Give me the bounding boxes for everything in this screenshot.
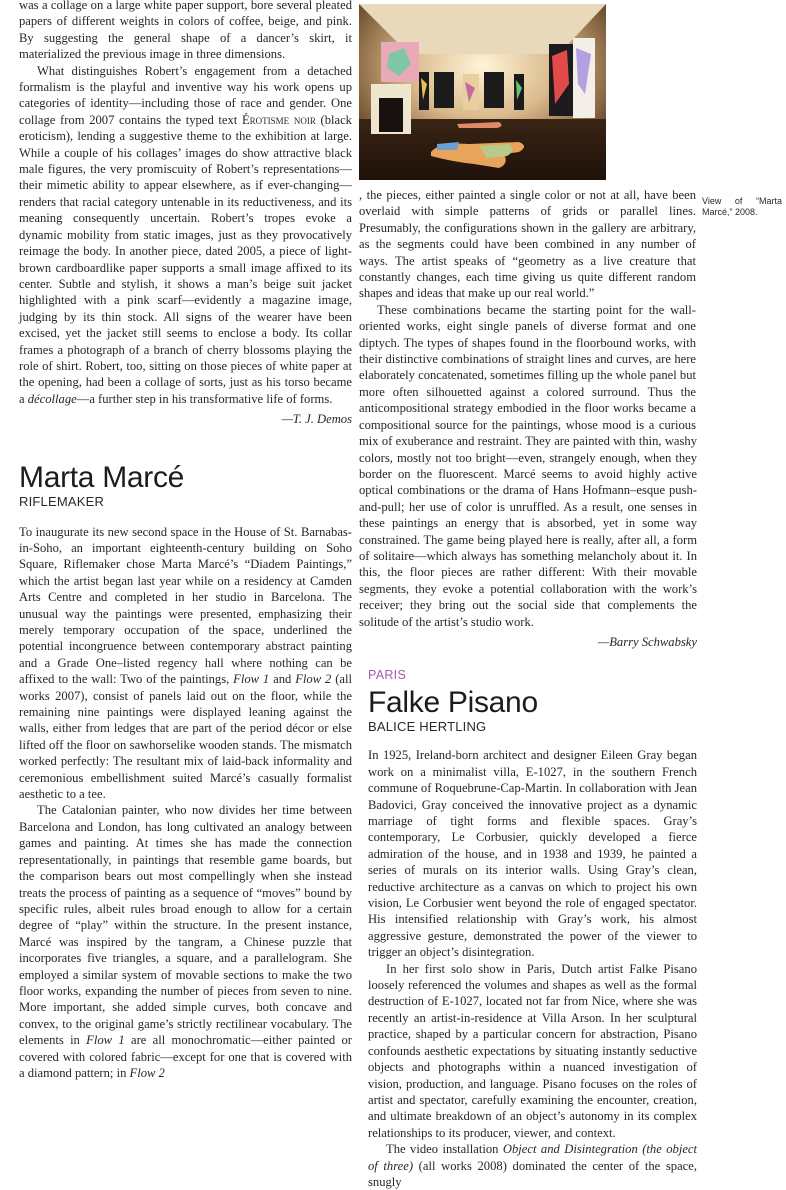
article2-text: To inaugurate its new second space in the House of St. Barnabas-in-Soho, an important eighteenth-century building on Soho Square, Riflemaker chose Marta Marcé’s “Diadem Paintings,” which the artist began last year while on a residency at Camden Arts Centre and completed in her studio in Barcelona. The unusual way the paintings were presented, emphasizing their merely temporary occupation of the space, underlined the potential incongruence between contemporary abstract painting and a Grade One–listed regency hall where nothing can be affixed to the wall: Two of the paintings, bbox=[19, 524, 352, 687]
article-heading bbox=[19, 462, 352, 510]
article3-paragraph: In 1925, Ireland-born architect and designer Eileen Gray began work on a minimalist villa, E-1027, in the southern French commune of Roquebrune-Cap-Martin. In collaboration with Jean Badovici, Gray conceived the innovative project as a dynamic marriage of tight forms and flexible spaces. Gray’s contemporary, Le Corbusier, quickly developed a fierce admiration of the house, and in 1938 and 1939, he painted a series of murals on its interior walls. Using Gray’s clean, reductive architecture as a canvas on which to project his own vision, Le Corbusier went beyond the role of engaged spectator. His intensified relationship with Gray’s work, his almost aggressive gesture, demonstrated the power of the viewer to trigger an object’s disintegration. bbox=[368, 748, 697, 960]
article1-paragraph bbox=[19, 63, 352, 408]
photo-block bbox=[359, 0, 786, 187]
term-italic: décollage bbox=[27, 391, 77, 406]
left-column bbox=[19, 0, 352, 1081]
window bbox=[484, 72, 504, 108]
window bbox=[434, 72, 454, 108]
gallery-name: RIFLEMAKER bbox=[19, 493, 105, 509]
article2-paragraph bbox=[19, 802, 352, 1081]
article2-text: These combinations became the starting point for the wall-oriented works, eight single panels of diverse format and one diptych. The types of shapes found in the floorbound works, with their distinctive combinations of straight lines and curves, are here elaborately concatenated, sometimes filling up the whole panel but more often silhouetted against a colored surround. Thus the anticompositional strategy embodied in the floor works became a compositional source for the paintings, whose mood is a curious mix of exuberance and restraint. They are painted with thin, washy colors, mostly not too bright—even, strangely enough, when they border on the fluorescent. Marcé seems to avoid highly active optical combinations or the drama of Hans Hofmann–esque push-and-pull; her use of color is unruffled. As a result, one senses in these paintings an energy that is absorbed, yet in some way constrained. The game being played here is really, after all, a form of solitaire—which always has something melancholy about it. In this, the floor pieces are rather different: With their movable segments, they evoke a potential collaboration with the work’s receiver; they bring out the social side that complements the solitude of the artist’s studio work. bbox=[359, 302, 697, 629]
article3-body bbox=[368, 747, 697, 1190]
author-signature: —T. J. Demos bbox=[281, 412, 352, 427]
article3-paragraph: In her first solo show in Paris, Dutch artist Falke Pisano loosely referenced the volumes and shapes as well as the formal destruction of E-1027, located not far from Nice, where she was recently an artist-in-residence at Villa Arson. In her sculptural practice, shaped by a particular concern for abstraction, Pisano confounds aesthetic expectations by situating instantly seductive objects and photographs within a nuanced investigation of vision, production, and language. Pisano focuses on the roles of artist and spectator, carefully examining the encounter, creation, and ultimate breakdown of an object’s autonomy in its complex relationships to its producer, viewer, and context. bbox=[368, 961, 697, 1140]
article3-text: The video installation bbox=[386, 1142, 503, 1157]
article2-text: The Catalonian painter, who now divides her time between Barcelona and London, has long cultivated an analogy between games and painting. At times she has made the connection representationally, in paintings that resemble game boards, but the comparison bears out most compellingly when she instead treats the process of painting as a sequence of “moves” bound by specific rules, albeit rules broad enough to allow for a certain degree of “play” within the structure. In the present instance, Marcé was inspired by the tangram, a Chinese puzzle that incorporates five triangles, a square, and a parallelogram. She employed a similar system of movable sections to make the two floor works, expanding the number of pieces from seven to nine. More important, she added simple curves, both concave and convex, to the original game’s strictly rectilinear vocabulary. The elements in bbox=[19, 803, 352, 1048]
author-signature: —Barry Schwabsky bbox=[598, 634, 697, 649]
article1-text: (black eroticism), lending a suggestive theme to the exhibition at large. While a couple of his collages’ images do show attractive black male figures, the very promiscuity of Robert’s representations—their mimetic ability to appear elsewhere, as if ever-changing—renders that racial category untenable in its reductiveness, and its meaning consequently uncertain. Robert’s tropes evoke a dynamic mobility from static images, just as they provocatively reimage the body. In another piece, dated 2005, a piece of light-brown cardboardlike paper supports a small image affixed to its center. Subtle and stylish, it shows a man’s beige suit jacket highlighted with a pink scarf—evidently a magazine image, judging by its thin stock. All signs of the wearer have been excised, yet the jacket still seems to enclose a body. Its collar frames a photograph of a branch of cherry blossoms playing the role of shirt. Robert, too, sitting on those pieces of white paper at the opening, had been a collage of sorts, just as his torso became a bbox=[19, 112, 352, 406]
artwork-title: Flow 1 bbox=[233, 672, 270, 687]
artist-name: Marta Marcé bbox=[19, 460, 185, 494]
city-label: PARIS bbox=[368, 668, 407, 683]
article3-text: (all works 2008) dominated the center of the space, snugly bbox=[368, 1158, 697, 1189]
article1-paragraph: was a collage on a large white paper support, bore several pleated papers of different weights in colors of coffee, beige, and pink. By suggesting the general shape of a dancer’s skirt, it materialized the previous image in three dimensions. bbox=[19, 0, 352, 62]
photo-caption: View of “Marta Marcé,” 2008. bbox=[702, 196, 782, 217]
article2-paragraph bbox=[19, 524, 352, 803]
artwork-title: Flow 1 bbox=[86, 1033, 125, 1048]
artwork-title: Flow 2 bbox=[295, 672, 332, 687]
artwork-text-smallcaps: Érotisme noir bbox=[241, 112, 316, 127]
artwork-title: Object and Disintegration (the object of three) bbox=[368, 1142, 698, 1173]
article2-text: and bbox=[269, 672, 296, 687]
article1-text: What distinguishes Robert’s engagement from a detached formalism is the playful and inventive way his work opens up categories of identity—including those of race and gender. One collage from 2007 contains the typed text bbox=[19, 63, 352, 127]
gallery-installation-photo bbox=[359, 4, 606, 180]
article2-text: , the pieces, either painted a single color or not at all, have been overlaid with simple patterns of grids or parallel lines. Presumably, the configurations shown in the gallery are arbitrary, as the segments could have been combined in any number of ways. The artist speaks of “geometry as a live creature that constantly changes, each time giving us quite different random shapes and ideas that make up our real world.” bbox=[359, 188, 696, 301]
article2-text: are all monochromatic—either painted or covered with colored fabric—except for one that is covered with a diamond pattern; in bbox=[19, 1033, 353, 1080]
caption-gutter bbox=[696, 187, 786, 427]
installation-view-image bbox=[359, 4, 606, 180]
article-heading bbox=[368, 668, 697, 735]
gallery-name: BALICE HERTLING bbox=[368, 719, 487, 735]
artist-name: Falke Pisano bbox=[368, 686, 538, 720]
article2-text: (all works 2007), consist of panels laid out on the floor, while the remaining nine paintings were displayed leaning against the walls, either from ledges that are part of the period décor or else lifted off the floor on sawhorselike wooden stands. The mismatch worked perfectly: The resultant mix of laid-back informality and ceremonious embellishment suited Marcé’s casually formalist aesthetic to a tee. bbox=[19, 672, 352, 802]
article3-paragraph bbox=[368, 1141, 697, 1190]
article2-paragraph bbox=[359, 302, 697, 630]
article1-text: —a further step in his transformative life of forms. bbox=[76, 391, 333, 406]
artwork-title: Flow 2 bbox=[129, 1065, 165, 1080]
right-column bbox=[359, 0, 782, 1190]
